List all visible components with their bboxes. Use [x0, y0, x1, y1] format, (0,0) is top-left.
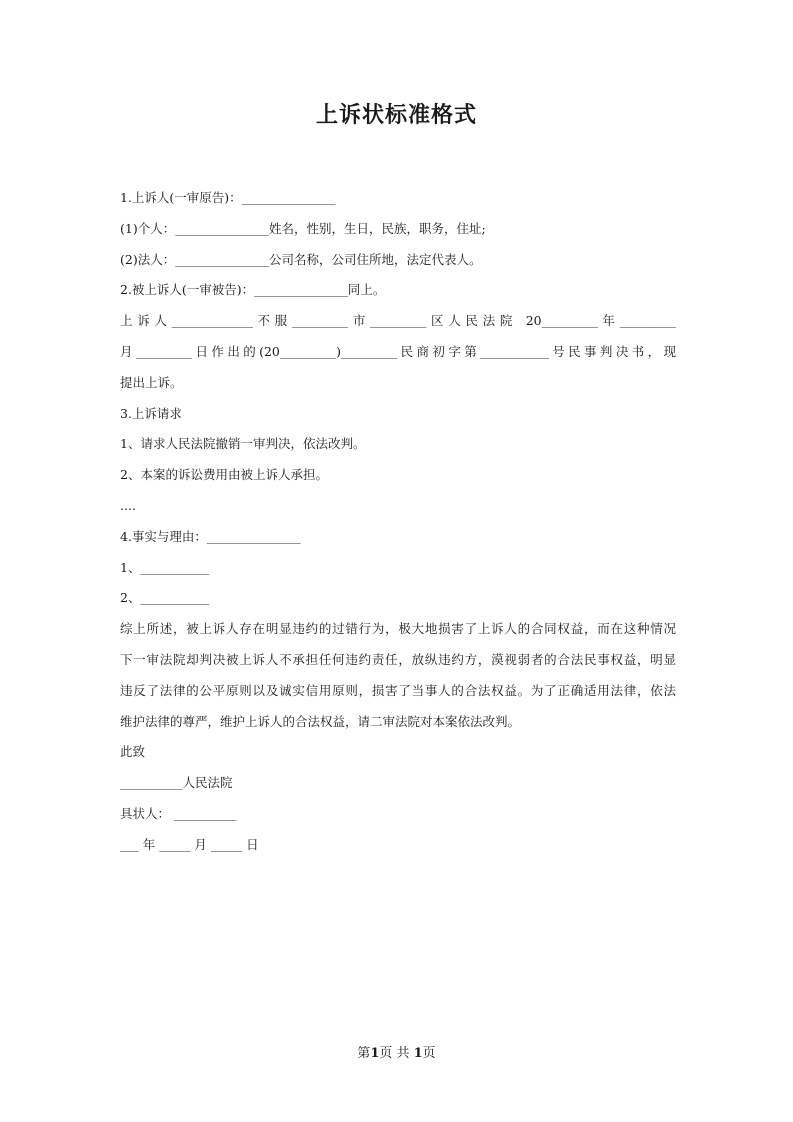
date-line: ___ 年 _____ 月 _____ 日	[120, 836, 259, 852]
appeal-request-heading: 3.上诉请求	[120, 405, 182, 421]
signatory-line: 具状人： __________	[120, 805, 237, 821]
appeal-statement-line-1: 上诉人_____________不服_________市_________区人民法院 20_________年_________	[120, 313, 676, 329]
footer-suffix: 页	[422, 1046, 436, 1061]
footer-total-pages: 1	[413, 1046, 423, 1061]
page-footer	[0, 1042, 793, 1061]
summary-line-4: 维护法律的尊严，维护上诉人的合法权益，请二审法院对本案依法改判。	[120, 713, 521, 729]
document-title: 上诉状标准格式	[315, 102, 477, 128]
footer-middle: 页 共	[379, 1046, 414, 1061]
appellee-line: 2.被上诉人(一审被告)：_______________同上。	[120, 282, 386, 298]
court-addressee: __________人民法院	[120, 775, 233, 791]
summary-line-2: 下一审法院却判决被上诉人不承担任何违约责任，放纵违约方，漠视弱者的合法民事权益，明显	[120, 651, 676, 667]
appeal-statement-line-3: 提出上诉。	[120, 374, 183, 390]
individual-line: (1)个人：_______________姓名，性别，生日，民族，职务，住址;	[120, 220, 486, 236]
appeal-statement-line-2: 月_________日作出的(20_________)_________民商初字第___________号民事判决书，现	[120, 343, 676, 359]
salutation: 此致	[120, 744, 146, 760]
legal-person-line: (2)法人：_______________公司名称，公司住所地，法定代表人。	[120, 251, 482, 267]
footer-page-number: 1	[370, 1046, 380, 1061]
request-item-2: 2、本案的诉讼费用由被上诉人承担。	[120, 467, 328, 483]
reason-item-2: 2、___________	[120, 590, 210, 606]
summary-line-1: 综上所述，被上诉人存在明显违约的过错行为，极大地损害了上诉人的合同权益，而在这种情况	[120, 621, 676, 637]
appellant-line: 1.上诉人(一审原告)：_______________	[120, 190, 336, 205]
document-body	[120, 183, 676, 861]
reason-item-1: 1、___________	[120, 559, 210, 575]
ellipsis: ....	[120, 497, 136, 513]
summary-line-3: 违反了法律的公平原则以及诚实信用原则，损害了当事人的合法权益。为了正确适用法律，依法	[120, 682, 676, 698]
facts-reasons-heading: 4.事实与理由：_______________	[120, 528, 301, 544]
request-item-1: 1、请求人民法院撤销一审判决，依法改判。	[120, 436, 366, 452]
footer-prefix: 第	[357, 1046, 371, 1061]
